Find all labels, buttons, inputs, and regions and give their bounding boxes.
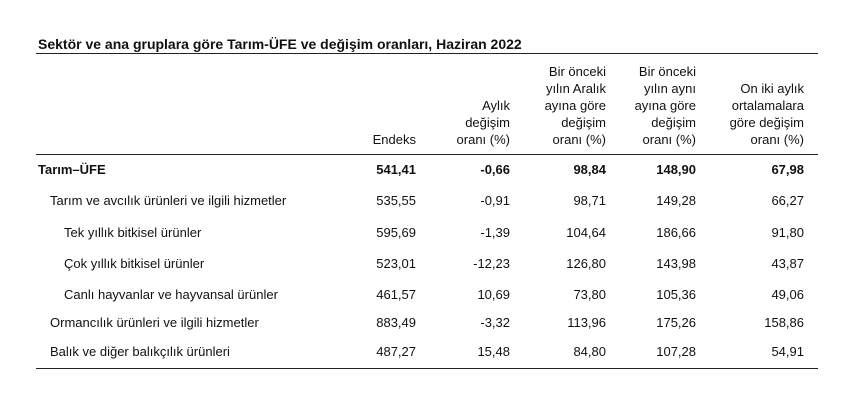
row-label: Tarım–ÜFE xyxy=(38,162,106,177)
cell-annual: 107,28 xyxy=(656,344,696,359)
cell-annual: 148,90 xyxy=(656,162,696,177)
table-container xyxy=(36,36,818,369)
cell-monthly: -0,66 xyxy=(480,162,510,177)
cell-monthly: 10,69 xyxy=(477,287,510,302)
header-annual-change xyxy=(606,63,696,148)
cell-annual: 175,26 xyxy=(656,315,696,330)
header-line: değişim xyxy=(465,115,510,130)
row-label: Tarım ve avcılık ürünleri ve ilgili hizmetler xyxy=(50,193,287,208)
cell-monthly: -0,91 xyxy=(480,193,510,208)
cell-twelve-month: 49,06 xyxy=(771,287,804,302)
cell-december: 104,64 xyxy=(566,225,606,240)
cell-twelve-month: 67,98 xyxy=(771,162,804,177)
cell-december: 84,80 xyxy=(573,344,606,359)
header-line: oranı (%) xyxy=(750,132,804,147)
table-row xyxy=(36,279,818,308)
cell-twelve-month: 91,80 xyxy=(771,225,804,240)
cell-endeks: 535,55 xyxy=(376,193,416,208)
cell-december: 126,80 xyxy=(566,256,606,271)
cell-twelve-month: 54,91 xyxy=(771,344,804,359)
header-line: göre değişim xyxy=(729,115,804,130)
cell-twelve-month: 43,87 xyxy=(771,256,804,271)
row-label: Ormancılık ürünleri ve ilgili hizmetler xyxy=(50,315,259,330)
cell-monthly: -1,39 xyxy=(480,225,510,240)
cell-monthly: 15,48 xyxy=(477,344,510,359)
cell-monthly: -3,32 xyxy=(480,315,510,330)
cell-annual: 143,98 xyxy=(656,256,696,271)
cell-twelve-month: 66,27 xyxy=(771,193,804,208)
table-row xyxy=(36,248,818,279)
header-line: ayına göre xyxy=(544,98,606,113)
header-line: yılın aynı xyxy=(643,81,696,96)
header-line: değişim xyxy=(561,115,606,130)
header-line: değişim xyxy=(651,115,696,130)
cell-annual: 105,36 xyxy=(656,287,696,302)
cell-annual: 186,66 xyxy=(656,225,696,240)
cell-annual: 149,28 xyxy=(656,193,696,208)
header-line: ayına göre xyxy=(634,98,696,113)
table-row xyxy=(36,308,818,336)
header-line: Aylık xyxy=(482,98,510,113)
header-endeks xyxy=(336,131,416,148)
cell-endeks: 461,57 xyxy=(376,287,416,302)
header-line: Bir önceki xyxy=(638,64,696,79)
row-label: Balık ve diğer balıkçılık ürünleri xyxy=(50,344,230,359)
cell-december: 98,84 xyxy=(573,162,606,177)
header-monthly-change xyxy=(416,97,510,148)
table-header xyxy=(36,54,818,154)
cell-endeks: 487,27 xyxy=(376,344,416,359)
header-line: Bir önceki xyxy=(548,64,606,79)
row-label: Çok yıllık bitkisel ürünler xyxy=(64,256,205,271)
header-line: Endeks xyxy=(372,132,416,147)
cell-endeks: 595,69 xyxy=(376,225,416,240)
table-row-total xyxy=(36,155,818,185)
table-row xyxy=(36,217,818,248)
table-row xyxy=(36,185,818,217)
row-label: Tek yıllık bitkisel ürünler xyxy=(64,225,202,240)
cell-december: 73,80 xyxy=(573,287,606,302)
cell-december: 98,71 xyxy=(573,193,606,208)
header-line: oranı (%) xyxy=(642,132,696,147)
header-twelve-month-avg-change xyxy=(696,80,804,148)
cell-endeks: 883,49 xyxy=(376,315,416,330)
cell-twelve-month: 158,86 xyxy=(764,315,804,330)
header-line: On iki aylık xyxy=(740,81,804,96)
header-line: oranı (%) xyxy=(552,132,606,147)
row-label: Canlı hayvanlar ve hayvansal ürünler xyxy=(64,287,278,302)
table-title: Sektör ve ana gruplara göre Tarım-ÜFE ve değişim oranları, Haziran 2022 xyxy=(38,36,522,52)
cell-december: 113,96 xyxy=(567,315,606,330)
cell-endeks: 541,41 xyxy=(376,162,416,177)
bottom-rule xyxy=(36,368,818,369)
cell-monthly: -12,23 xyxy=(473,256,510,271)
header-line: ortalamalara xyxy=(731,98,804,113)
header-line: yılın Aralık xyxy=(546,81,606,96)
header-line: oranı (%) xyxy=(456,132,510,147)
header-december-change xyxy=(510,63,606,148)
cell-endeks: 523,01 xyxy=(376,256,416,271)
table-row xyxy=(36,336,818,368)
